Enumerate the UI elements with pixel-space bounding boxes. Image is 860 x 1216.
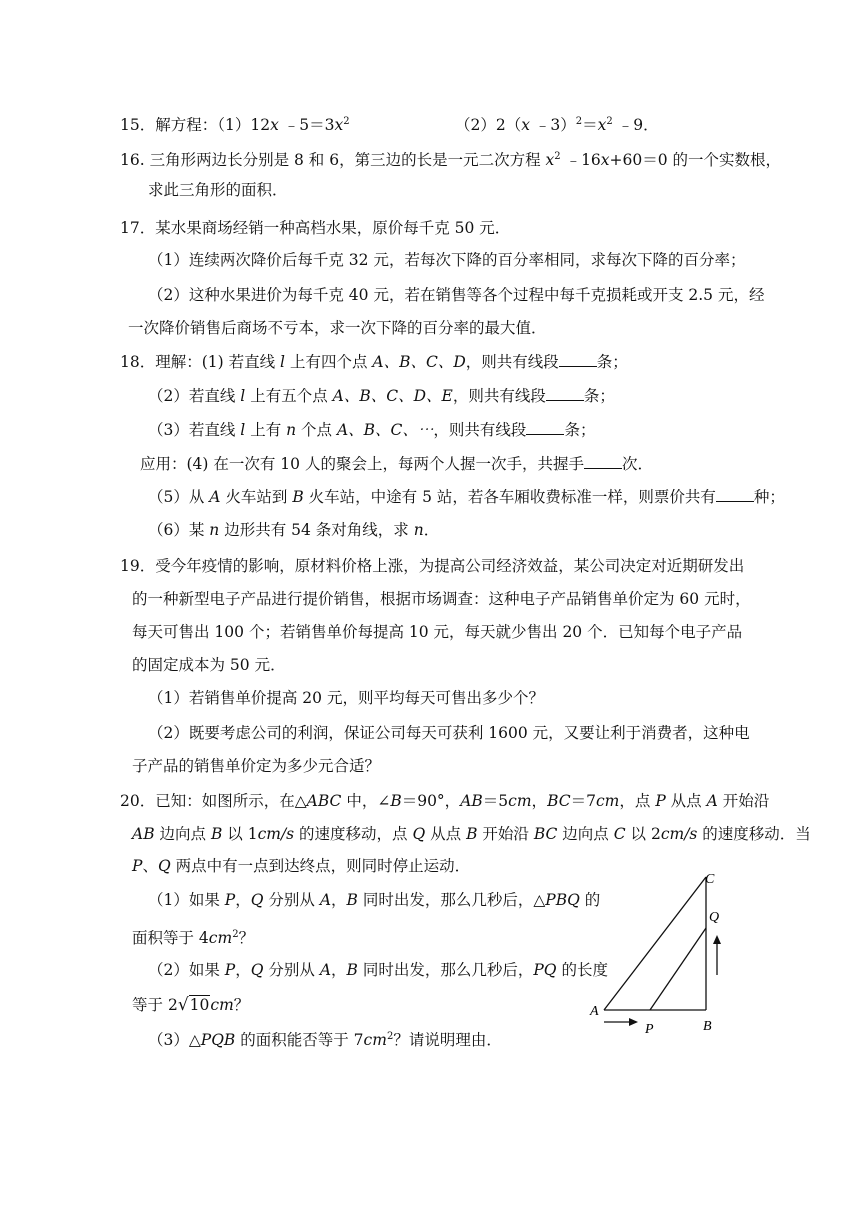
blank-5[interactable]	[716, 487, 754, 502]
q19-line7: 子产品的销售单价定为多少元合适？	[132, 757, 381, 775]
q19-line6: （2）既要考虑公司的利润，保证公司每天可获利 1600 元，又要让利于消费者，这种电	[148, 724, 750, 742]
q17-line2: （1）连续两次降价后每千克 32 元，若每次下降的百分率相同，求每次下降的百分率；	[148, 251, 746, 269]
q18-line2: （2）若直线 l 上有五个点 A、B、C、D、E，则共有线段 条；	[148, 387, 615, 405]
arrow-right-icon	[629, 1018, 638, 1026]
q15-part2: （2）2（x $﹣3)^2=x^2$ ﹣9．	[455, 116, 659, 135]
q20-line3: P、Q 两点中有一点到达终点，则同时停止运动．	[132, 857, 471, 875]
q15-number: 15．	[120, 116, 156, 135]
q18-line6: （6）某 n 边形共有 54 条对角线，求 n．	[148, 521, 440, 539]
q19-line5: （1）若销售单价提高 20 元，则平均每天可售出多少个？	[148, 689, 544, 707]
q17-line3: （2）这种水果进价为每千克 40 元，若在销售等各个过程中每千克损耗或开支 2.5 元，经	[148, 286, 765, 304]
q20-line2: AB 边向点 B 以 1cm/s 的速度移动，点 Q 从点 B 开始沿 BC 边向点 C 以 2cm/s 的速度移动．当	[132, 825, 811, 843]
q16-line2: 求此三角形的面积．	[148, 181, 288, 199]
label-C: C	[705, 872, 715, 887]
q18-line4: 应用：(4) 在一次有 10 人的聚会上，每两个人握一次手，共握手 次．	[140, 455, 653, 473]
side-AC	[604, 877, 706, 1010]
blank-2[interactable]	[546, 386, 584, 401]
q19-line1: 19．受今年疫情的影响，原材料价格上涨，为提高公司经济效益，某公司决定对近期研发出	[120, 557, 745, 575]
blank-3[interactable]	[526, 420, 564, 435]
q15-line: 15．解方程：（1）12x $﹣5=3x^2$	[120, 116, 350, 135]
q19-line2: 的一种新型电子产品进行提价销售，根据市场调查：这种电子产品销售单价定为 60 元时，	[132, 590, 751, 608]
q18-line1: 18．理解：(1) 若直线 l 上有四个点 A、B、C、D，则共有线段 条；	[120, 353, 628, 371]
q20-part1-line1: （1）如果 P，Q 分别从 A，B 同时出发，那么几秒后，△PBQ 的	[148, 891, 601, 909]
label-Q: Q	[709, 910, 720, 925]
label-A: A	[590, 1004, 599, 1019]
segment-PQ	[650, 928, 706, 1010]
q19-line3: 每天可售出 100 个；若销售单价每提高 10 元，每天就少售出 20 个．已知每个电子产品	[132, 623, 743, 641]
q20-part1-line2: 面积等于 $4cm^2$？	[132, 929, 255, 948]
label-P: P	[645, 1022, 654, 1035]
triangle-figure	[580, 865, 740, 1035]
q18-line3: （3）若直线 l 上有 n 个点 A、B、C、⋯，则共有线段 条；	[148, 421, 596, 439]
q20-line1: 20．已知：如图所示，在△ABC 中，∠B＝90°，AB＝5cm，BC＝7cm，点 P 从点 A 开始沿	[120, 792, 770, 810]
label-B: B	[703, 1019, 712, 1034]
blank-1[interactable]	[559, 352, 597, 367]
q20-part3: （3）△PQB 的面积能否等于 $7cm^2$？请说明理由．	[148, 1031, 502, 1050]
sqrt-expression: 2√10	[167, 995, 210, 1015]
blank-4[interactable]	[584, 454, 622, 469]
q20-part2-line2: 等于 2√10cm？	[132, 995, 250, 1015]
q16-line1: 16. 三角形两边长分别是 8 和 6，第三边的长是一元二次方程 $x^2$ ﹣16x+60＝0 的一个实数根，	[120, 151, 782, 170]
q18-line5: （5）从 A 火车站到 B 火车站，中途有 5 站，若各车厢收费标准一样，则票价共有 种；	[148, 488, 785, 506]
q17-line1: 17．某水果商场经销一种高档水果，原价每千克 50 元．	[120, 219, 511, 237]
q17-line4: 一次降价销售后商场不亏本，求一次下降的百分率的最大值．	[128, 319, 547, 337]
q20-part2-line1: （2）如果 P，Q 分别从 A，B 同时出发，那么几秒后，PQ 的长度	[148, 961, 608, 979]
q19-line4: 的固定成本为 50 元．	[132, 656, 286, 674]
arrow-up-icon	[713, 935, 721, 944]
